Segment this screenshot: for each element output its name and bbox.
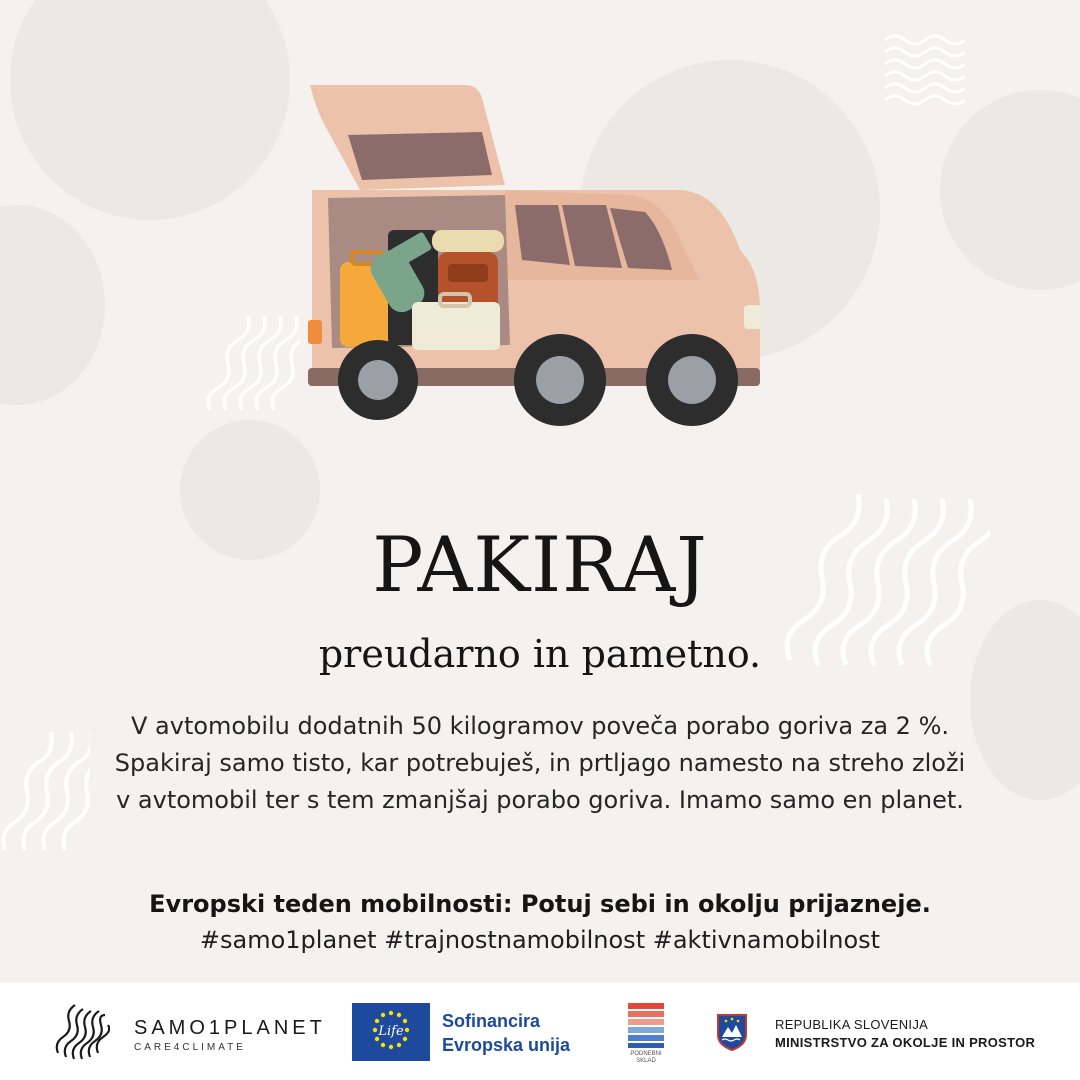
wave-pattern-decoration: [880, 30, 965, 110]
campaign-title: Evropski teden mobilnosti: Potuj sebi in okolju prijazneje.: [149, 890, 931, 918]
footer-logos: [0, 983, 1080, 1080]
dots-grid-icon: [620, 1001, 672, 1049]
podnebni-label: PODNEBNI: [630, 1051, 662, 1057]
samo1planet-name: SAMO1PLANET: [134, 1017, 326, 1039]
car-with-luggage-icon: [300, 80, 770, 440]
samo1planet-tagline: CARE4CLIMATE: [134, 1042, 246, 1053]
eu-line2: Evropska unija: [442, 1035, 571, 1055]
car-illustration: [300, 80, 770, 440]
republic-label: REPUBLIKA SLOVENIJA: [775, 1017, 929, 1032]
eu-stars-icon: [352, 1003, 430, 1061]
headline: PAKIRAJ: [372, 520, 708, 609]
ministry-text: [775, 1016, 1035, 1052]
wave-pattern-decoration: [0, 720, 90, 860]
body-text: V avtomobilu dodatnih 50 kilogramov poveča porabo goriva za 2 %. Spakiraj samo tisto, kar potrebuješ, in prtljago namesto na streho zloži v avtomobil ter s tem zmanjšaj porabo goriva. Imamo samo en planet.: [114, 712, 966, 814]
samo1planet-logo: [52, 1003, 332, 1063]
wave-pattern-decoration: [200, 300, 300, 420]
eu-cofunding-text: [442, 1009, 570, 1057]
life-flag-text: Life: [378, 1024, 404, 1039]
eu-line1: Sofinancira: [442, 1011, 541, 1031]
background-circle: [0, 205, 105, 405]
ministry-label: MINISTRSTVO ZA OKOLJE IN PROSTOR: [775, 1035, 1036, 1050]
eu-flag-logo: [352, 1003, 430, 1061]
samo1planet-icon: [52, 1003, 110, 1061]
background-circle: [940, 90, 1080, 290]
hashtags: #samo1planet #trajnostnamobilnost #aktivnamobilnost: [199, 926, 881, 954]
subheadline: preudarno in pametno.: [318, 632, 762, 676]
sklad-label: SKLAD: [636, 1058, 656, 1064]
podnebni-sklad-logo: [620, 1001, 672, 1067]
slovenia-coat-of-arms-icon: [716, 1013, 748, 1051]
background-circle: [10, 0, 290, 220]
